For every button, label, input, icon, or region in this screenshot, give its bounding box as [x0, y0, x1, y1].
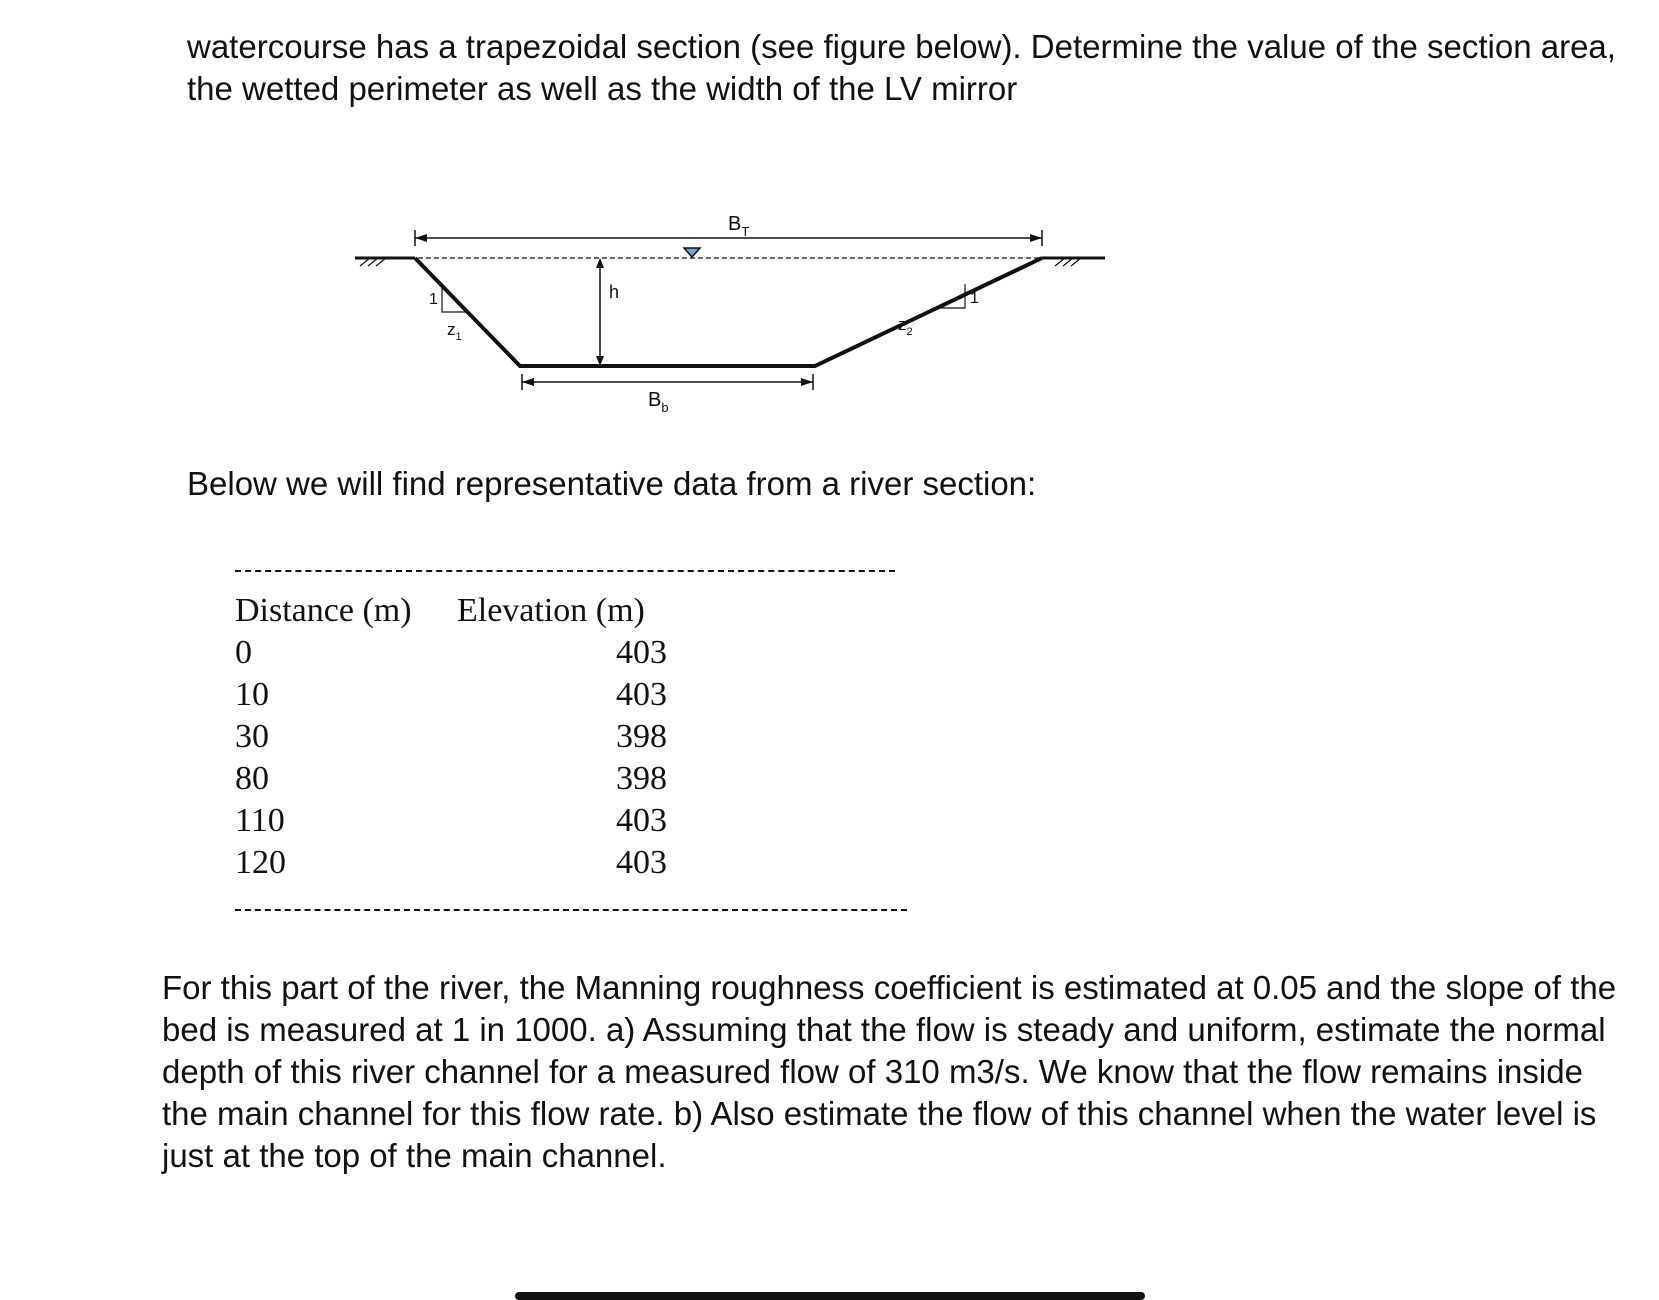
elevation-cell: 403 — [616, 676, 667, 713]
header-elevation: Elevation (m) — [457, 592, 645, 629]
table-row — [235, 632, 725, 674]
water-level-marker — [684, 248, 700, 257]
distance-cell: 0 — [235, 634, 252, 671]
table-row — [235, 674, 725, 716]
bottom-width-dimension — [522, 374, 813, 390]
elevation-cell: 398 — [616, 760, 667, 797]
table-row — [235, 716, 725, 758]
below-heading: Below we will find representative data from a river section: — [187, 465, 1037, 502]
distance-cell: 30 — [235, 718, 269, 755]
distance-cell: 120 — [235, 844, 286, 881]
right-slope-run: $z_2$ — [898, 315, 913, 338]
top-width-label: $B_T$ — [728, 213, 750, 239]
header-distance: Distance (m) — [235, 592, 412, 629]
manning-paragraph: For this part of the river, the Manning roughness coefficient is estimated at 0.05 and the slope of the bed is measured at 1 in 1000. a) Assuming that the flow is steady and uniform, estimate the normal depth of this river channel for a measured flow of 310 m3/s. We know that the flow remains inside the main channel for this flow rate. b) Also estimate the flow of this channel when the water level is just at the top of the main channel. — [162, 969, 1617, 1174]
river-section-table — [235, 590, 725, 884]
elevation-cell: 403 — [616, 802, 667, 839]
right-slope-rise: 1 — [970, 290, 979, 307]
left-slope-rise: 1 — [429, 291, 438, 308]
table-bottom-rule — [235, 909, 907, 911]
depth-label: h — [609, 282, 620, 302]
table-row — [235, 800, 725, 842]
elevation-cell: 398 — [616, 718, 667, 755]
elevation-cell: 403 — [616, 634, 667, 671]
table-top-rule — [235, 570, 895, 572]
elevation-cell: 403 — [616, 844, 667, 881]
table-row — [235, 842, 725, 884]
trapezoidal-section-figure — [350, 200, 1110, 420]
table-header-row — [235, 590, 725, 632]
bottom-width-label: $B_b$ — [648, 389, 669, 415]
channel-outline — [415, 258, 1042, 366]
distance-cell: 10 — [235, 676, 269, 713]
table-row — [235, 758, 725, 800]
left-slope-run: $z_1$ — [447, 320, 462, 343]
intro-paragraph: watercourse has a trapezoidal section (see figure below). Determine the value of the section area, the wetted perimeter as well as the width of the LV mirror — [187, 28, 1616, 107]
distance-cell: 110 — [235, 802, 285, 839]
distance-cell: 80 — [235, 760, 269, 797]
